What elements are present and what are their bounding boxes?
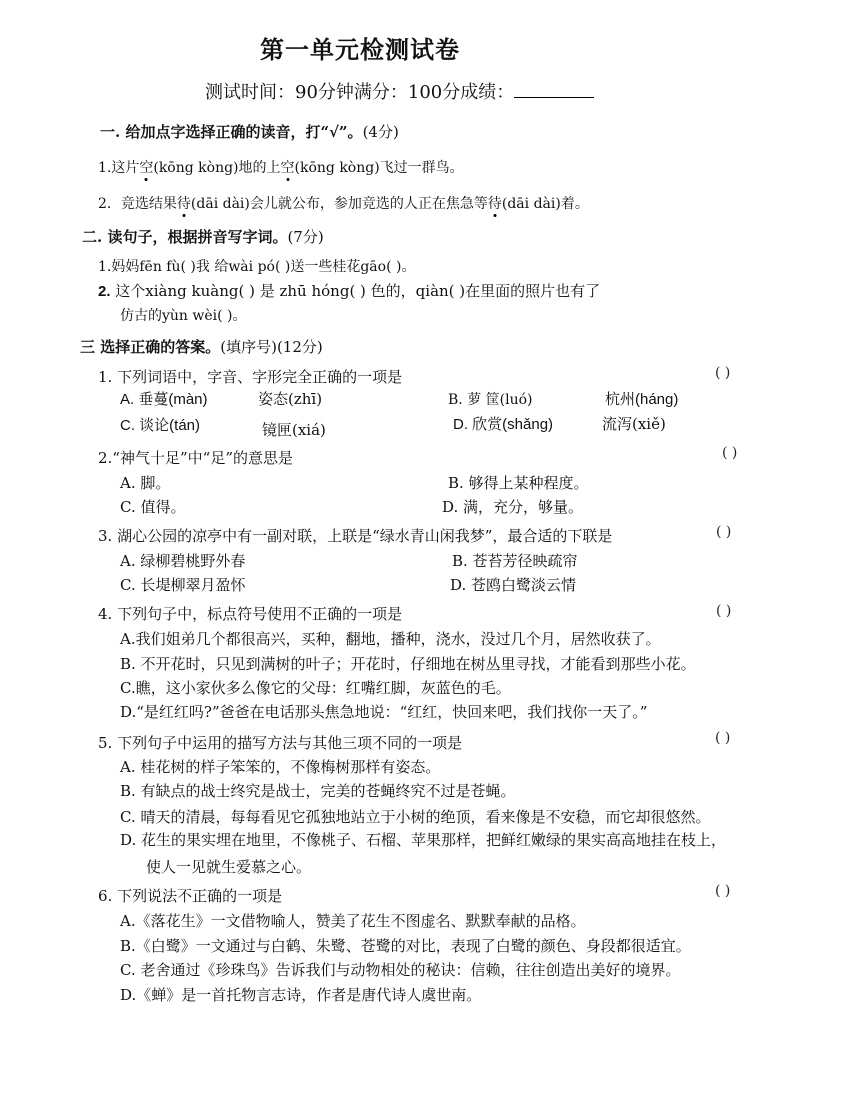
s2-q2-number: 2. [98, 283, 111, 300]
s3-q1-option-b2: 杭州(háng) [605, 391, 679, 408]
exam-info [205, 78, 594, 104]
s3-q1-option-c2: 镜匣(xiá) [262, 421, 326, 439]
s3-q2-option-d: D. 满，充分，够量。 [442, 498, 584, 516]
s3-q3-option-a: A. 绿柳碧桃野外春 [120, 552, 246, 570]
s3-q4-option-b: B. 不开花时，只见到满树的叶子；开花时，仔细地在树丛里寻找，才能看到那些小花。 [120, 655, 696, 673]
s3-q1-option-a2: 姿态(zhī) [258, 390, 323, 408]
s1-q2-dotted-char-1: 待 [177, 193, 191, 213]
exam-info-text: 测试时间：90分钟满分：100分成绩： [205, 82, 515, 103]
s3-q6-option-d: D.《蝉》是一首托物言志诗，作者是唐代诗人虞世南。 [120, 986, 482, 1004]
section-2-heading [82, 226, 324, 247]
s3-q5-option-d-cont: 使人一见就生爱慕之心。 [146, 858, 312, 876]
s3-q6-option-b: B.《白鹭》一文通过与白鹤、朱鹭、苍鹭的对比，表现了白鹭的颜色、身段都很适宜。 [120, 937, 691, 955]
section-3-points: (填序号)(12分) [220, 338, 323, 356]
s3-q3-option-b: B. 苍苔芳径映疏帘 [452, 552, 578, 570]
s1-q2-text-b: (dāi dài)会儿就公布，参加竞选的人正在焦急等 [190, 196, 488, 212]
s3-q1-option-d2: 流泻(xiě) [602, 415, 666, 433]
s3-q6-option-c: C. 老舍通过《珍珠鸟》告诉我们与动物相处的秘诀：信赖，往往创造出美好的境界。 [120, 961, 681, 979]
s3-q1-option-b1: B. 萝 筐(luó) [448, 392, 533, 408]
s2-q2-text: 这个xiàng kuàng( ) 是 zhū hóng( ) 色的，qiàn( )在里面的照片也有了 [115, 282, 601, 300]
page-title: 第一单元检测试卷 [260, 35, 460, 64]
s2-question-1: 1.妈妈fēn fù( )我 给wài pó( )送一些桂花gāo( )。 [98, 259, 416, 275]
score-blank[interactable] [514, 79, 594, 98]
s3-q2-answer-blank[interactable]: ( ) [722, 445, 738, 461]
s3-q1-answer-blank[interactable]: ( ) [715, 365, 731, 381]
s1-q1-text-c: (kōng kòng)飞过一群鸟。 [294, 160, 464, 176]
section-3-heading [80, 336, 323, 357]
s3-q1-stem: 1. 下列词语中，字音、字形完全正确的一项是 [98, 368, 403, 386]
s3-q1-option-c1: C. 谈论(tán) [120, 417, 201, 434]
s2-question-2 [98, 280, 600, 301]
s2-question-2-cont: 仿古的yùn wèi( )。 [120, 308, 247, 324]
s3-q4-option-d: D.“是红红吗?”爸爸在电话那头焦急地说：“红红，快回来吧，我们找你一天了。” [120, 703, 648, 721]
s3-q3-option-c: C. 长堤柳翠月盈怀 [120, 576, 246, 594]
section-3-title: 三 选择正确的答案。 [80, 338, 221, 356]
s3-q5-answer-blank[interactable]: ( ) [715, 730, 731, 746]
s3-q4-stem: 4. 下列句子中，标点符号使用不正确的一项是 [98, 605, 403, 623]
s1-question-1 [98, 157, 464, 177]
s3-q6-stem: 6. 下列说法不正确的一项是 [98, 887, 283, 905]
s3-q5-option-b: B. 有缺点的战士终究是战士，完美的苍蝇终究不过是苍蝇。 [120, 782, 516, 800]
s3-q1-option-d1: D. 欣赏(shǎng) [453, 416, 554, 433]
s3-q2-stem: 2.“神气十足”中“足”的意思是 [98, 449, 293, 467]
s1-q1-dotted-char-2: 空 [281, 157, 295, 177]
s3-q6-option-a: A.《落花生》一文借物喻人，赞美了花生不图虚名、默默奉献的品格。 [120, 912, 586, 930]
s3-q3-option-d: D. 苍鸥白鹭淡云情 [450, 576, 577, 594]
s1-q1-text-a: 1.这片 [98, 160, 140, 176]
s3-q5-stem: 5. 下列句子中运用的描写方法与其他三项不同的一项是 [98, 734, 463, 752]
s3-q3-answer-blank[interactable]: ( ) [716, 524, 732, 540]
s3-q6-answer-blank[interactable]: ( ) [715, 883, 731, 899]
s1-q2-text-c: (dāi dài)着。 [501, 196, 589, 212]
s1-q2-text-a: 2．竞选结果 [98, 196, 177, 212]
section-1-title: 一. 给加点字选择正确的读音，打“√”。 [100, 123, 363, 141]
s3-q4-option-c: C.瞧，这小家伙多么像它的父母：红嘴红脚，灰蓝色的毛。 [120, 679, 511, 697]
section-1-heading [100, 121, 399, 142]
section-2-points: (7分) [287, 228, 324, 246]
s3-q2-option-a: A. 脚。 [120, 474, 171, 492]
s3-q1-option-a1: A. 垂蔓(màn) [120, 391, 208, 408]
s1-q2-dotted-char-2: 待 [488, 193, 502, 213]
s1-q1-dotted-char-1: 空 [139, 157, 153, 177]
s3-q3-stem: 3. 湖心公园的凉亭中有一副对联，上联是“绿水青山闲我梦”，最合适的下联是 [98, 527, 613, 545]
s3-q2-option-c: C. 值得。 [120, 498, 186, 516]
s3-q5-option-c: C. 晴天的清晨，每每看见它孤独地站立于小树的绝顶，看来像是不安稳，而它却很悠然。 [120, 808, 711, 826]
s3-q5-option-a: A. 桂花树的样子笨笨的，不像梅树那样有姿态。 [120, 758, 441, 776]
s3-q5-option-d: D. 花生的果实埋在地里，不像桃子、石榴、苹果那样，把鲜红嫩绿的果实高高地挂在枝上， [120, 831, 727, 849]
section-1-points: (4分) [362, 123, 399, 141]
s1-question-2 [98, 193, 589, 213]
section-2-title: 二. 读句子，根据拼音写字词。 [82, 228, 288, 246]
s3-q4-answer-blank[interactable]: ( ) [716, 603, 732, 619]
s3-q4-option-a: A.我们姐弟几个都很高兴，买种，翻地，播种，浇水，没过几个月，居然收获了。 [120, 630, 661, 648]
s1-q1-text-b: (kōng kòng)地的上 [153, 160, 281, 176]
s3-q2-option-b: B. 够得上某种程度。 [448, 474, 589, 492]
